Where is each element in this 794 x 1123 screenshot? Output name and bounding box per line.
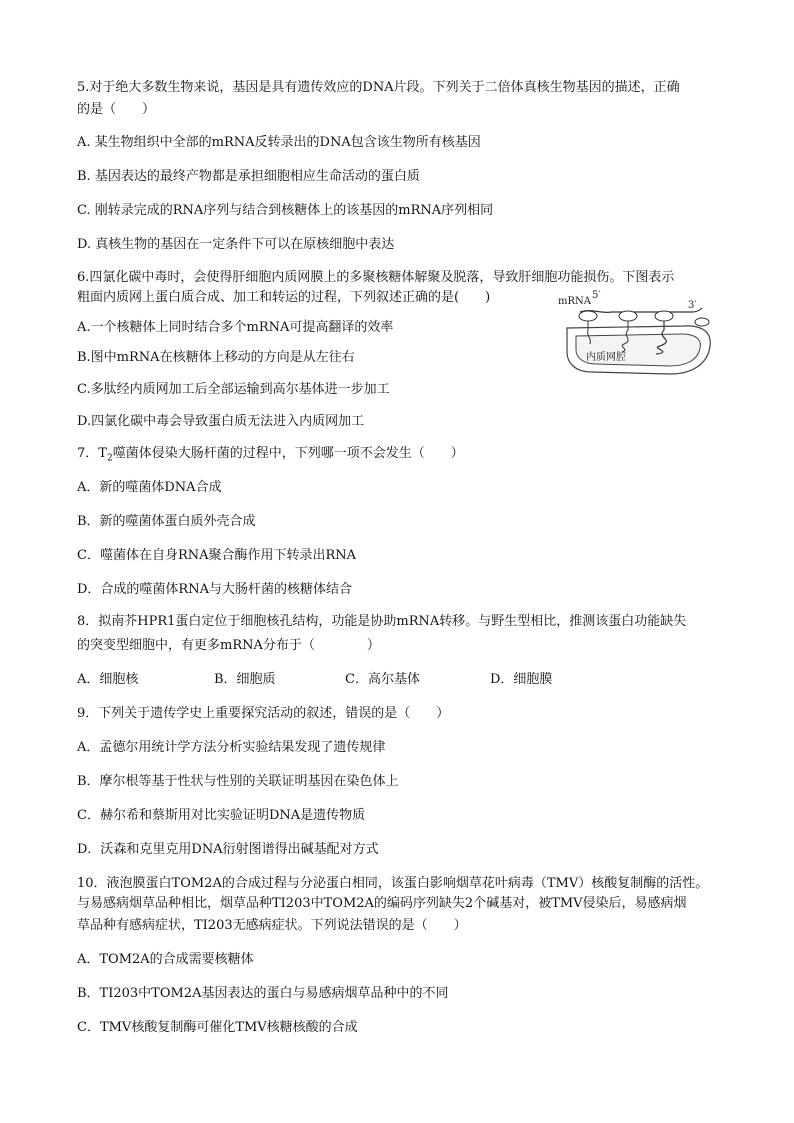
ribosome-1 xyxy=(579,311,597,321)
mrna-strand xyxy=(580,308,702,312)
q7-stem-suffix: 噬菌体侵染大肠杆菌的过程中，下列哪一项不会发生（ ） xyxy=(112,446,464,461)
q7-option-c: C．噬菌体在自身RNA聚合酶作用下转录出RNA xyxy=(77,548,357,563)
er-ribosome-diagram xyxy=(552,290,722,380)
q5-stem-line-1: 5.对于绝大多数生物来说，基因是具有遗传效应的DNA片段。下列关于二倍体真核生物基因的描述，正确 xyxy=(77,80,680,95)
q9-option-d: D．沃森和克里克用DNA衍射图谱得出碱基配对方式 xyxy=(77,842,379,857)
q8-option-c: C．高尔基体 xyxy=(345,672,420,687)
q9-option-b: B．摩尔根等基于性状与性别的关联证明基因在染色体上 xyxy=(77,774,399,789)
q9-option-c: C．赫尔希和蔡斯用对比实验证明DNA是遗传物质 xyxy=(77,808,366,823)
q7-option-b: B．新的噬菌体蛋白质外壳合成 xyxy=(77,514,256,529)
label-mrna: mRNA xyxy=(558,296,591,307)
q6-option-c: C.多肽经内质网加工后全部运输到高尔基体进一步加工 xyxy=(77,382,390,397)
q7-stem-subscript: 2 xyxy=(106,453,113,464)
q6-option-d: D.四氯化碳中毒会导致蛋白质无法进入内质网加工 xyxy=(77,414,365,429)
q10-stem-line-1: 10．液泡膜蛋白TOM2A的合成过程与分泌蛋白相同，该蛋白影响烟草花叶病毒（TMV）核酸复制酶的活性。 xyxy=(77,876,709,891)
q9-option-a: A．孟德尔用统计学方法分析实验结果发现了遗传规律 xyxy=(77,740,386,755)
q6-stem-line-1: 6.四氯化碳中毒时，会使得肝细胞内质网膜上的多聚核糖体解聚及脱落，导致肝细胞功能损伤。下图表示 xyxy=(77,270,675,285)
q7-option-d: D．合成的噬菌体RNA与大肠杆菌的核糖体结合 xyxy=(77,582,352,597)
q10-option-c: C．TMV核酸复制酶可催化TMV核糖核酸的合成 xyxy=(77,1020,358,1035)
q5-option-a: A. 某生物组织中全部的mRNA反转录出的DNA包含该生物所有核基因 xyxy=(77,135,481,150)
q7-stem xyxy=(77,446,464,467)
q6-stem-line-2: 粗面内质网上蛋白质合成、加工和转运的过程，下列叙述正确的是( ) xyxy=(77,290,491,305)
q10-option-b: B．TI203中TOM2A基因表达的蛋白与易感病烟草品种中的不同 xyxy=(77,986,449,1001)
q5-stem-line-2: 的是（ ） xyxy=(77,102,156,117)
q10-option-a: A．TOM2A的合成需要核糖体 xyxy=(77,952,254,967)
q5-option-c: C. 刚转录完成的RNA序列与结合到核糖体上的该基因的mRNA序列相同 xyxy=(77,203,494,218)
q9-stem: 9．下列关于遗传学史上重要探究活动的叙述，错误的是（ ） xyxy=(77,706,450,721)
ribosome-2 xyxy=(619,311,637,321)
label-er-lumen: 内质网腔 xyxy=(586,352,626,363)
q6-option-b: B.图中mRNA在核糖体上移动的方向是从左往右 xyxy=(77,350,355,365)
q8-options-row xyxy=(77,672,637,688)
q8-option-a: A．细胞核 xyxy=(77,672,139,687)
q10-stem-line-3: 草品种有感病症状，TI203无感病症状。下列说法错误的是（ ） xyxy=(77,918,467,933)
q5-option-b: B. 基因表达的最终产物都是承担细胞相应生命活动的蛋白质 xyxy=(77,169,420,184)
q10-stem-line-2: 与易感病烟草品种相比，烟草品种TI203中TOM2A的编码序列缺失2个碱基对，被TMV侵染后，易感病烟 xyxy=(77,896,687,911)
label-3-prime: 3′ xyxy=(688,300,697,311)
label-5-prime: 5′ xyxy=(592,290,601,301)
q7-option-a: A．新的噬菌体DNA合成 xyxy=(77,480,222,495)
q8-option-b: B．细胞质 xyxy=(214,672,276,687)
q8-stem-line-1: 8．拟南芥HPR1蛋白定位于细胞核孔结构，功能是协助mRNA转移。与野生型相比，推测该蛋白功能缺失 xyxy=(77,614,687,629)
ribosome-3 xyxy=(655,311,673,321)
q8-option-d: D．细胞膜 xyxy=(490,672,553,687)
q8-stem-line-2: 的突变型细胞中，有更多mRNA分布于（ ） xyxy=(77,638,380,653)
q6-option-a: A.一个核糖体上同时结合多个mRNA可提高翻译的效率 xyxy=(77,320,394,335)
q5-option-d: D. 真核生物的基因在一定条件下可以在原核细胞中表达 xyxy=(77,237,395,252)
q7-stem-prefix: 7．T xyxy=(77,446,107,461)
free-ribosome xyxy=(695,318,709,326)
